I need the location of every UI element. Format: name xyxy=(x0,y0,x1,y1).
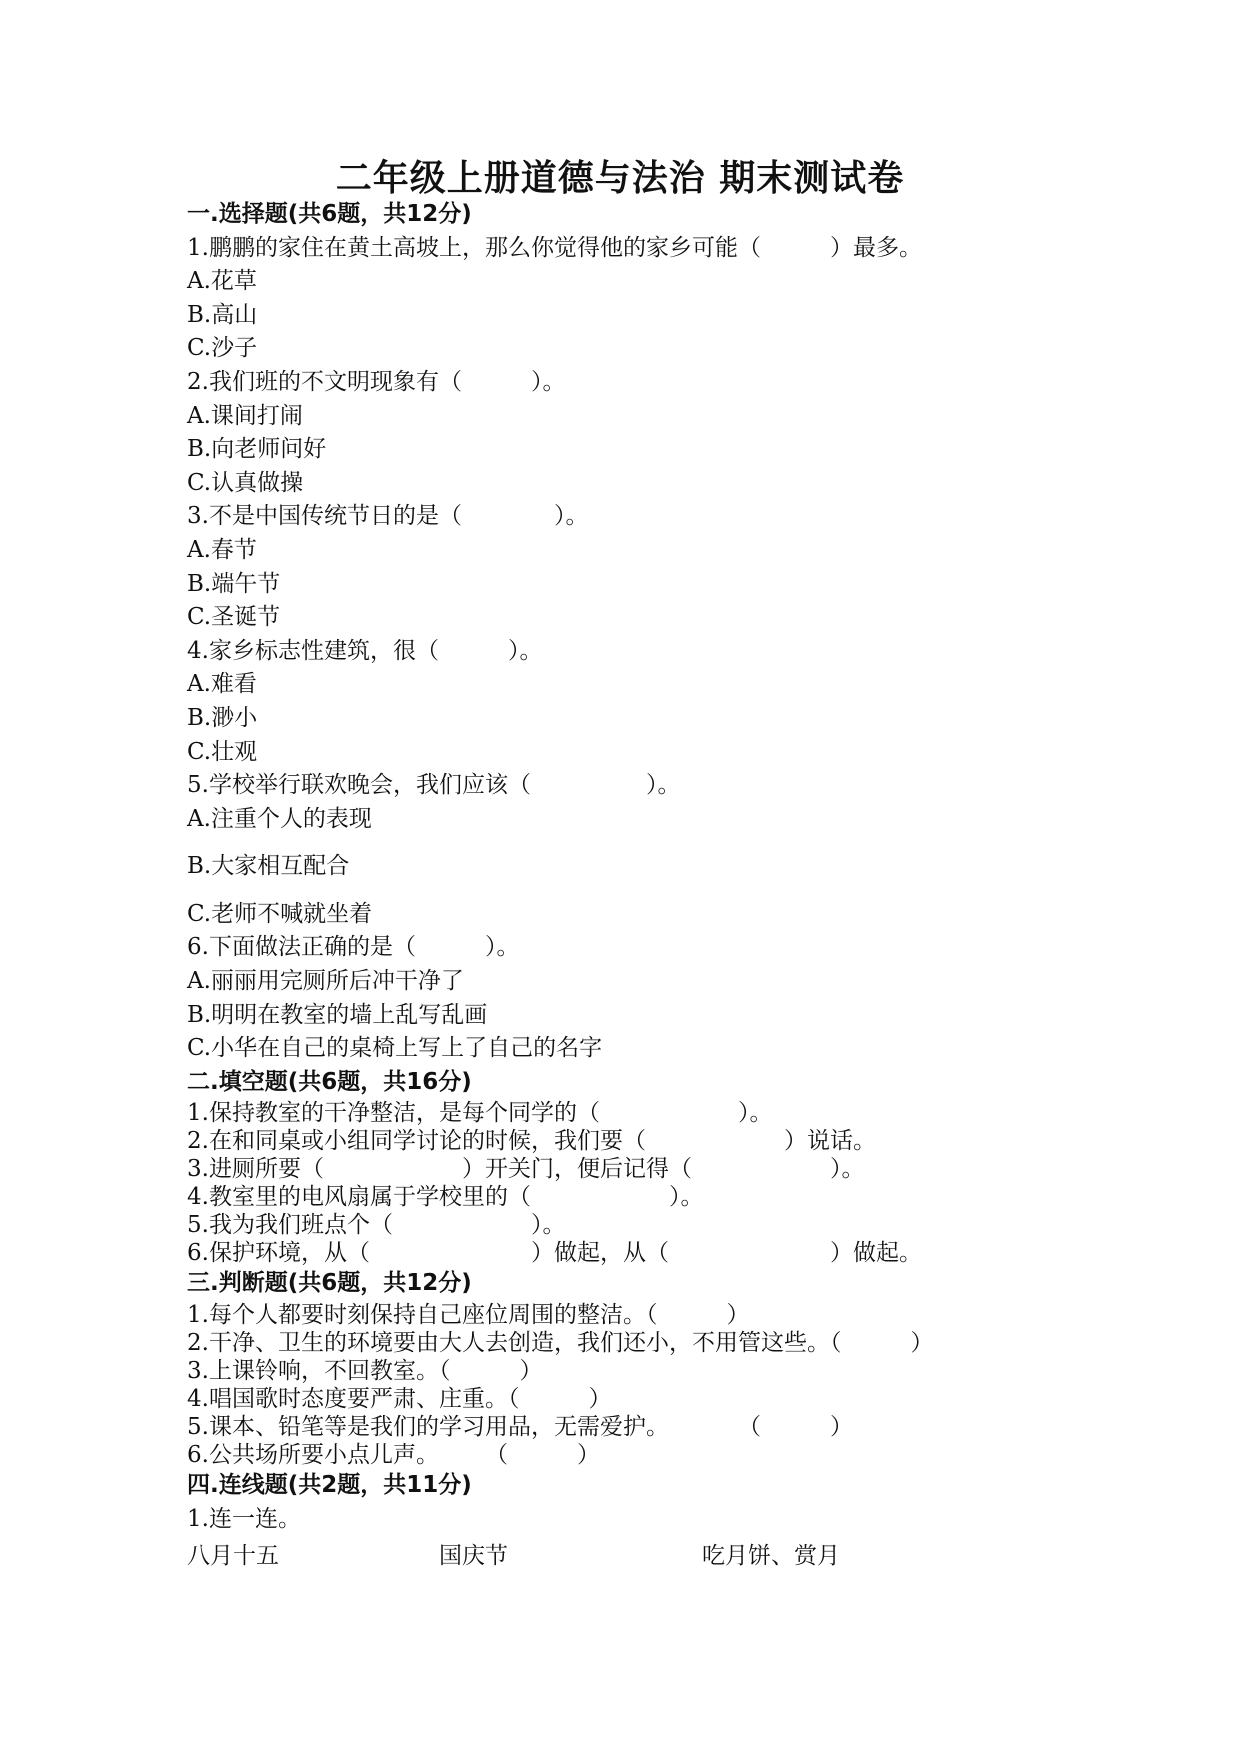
option-c: C.沙子 xyxy=(187,335,258,362)
match-left-item: 八月十五 xyxy=(187,1543,279,1570)
section-heading-judge: 三.判断题(共6题，共12分) xyxy=(187,1270,472,1297)
fill-item: 4.教室里的电风扇属于学校里的（ ）。 xyxy=(187,1184,704,1211)
judge-item: 5.课本、铅笔等是我们的学习用品，无需爱护。 （ ） xyxy=(187,1414,853,1441)
option-c: C.小华在自己的桌椅上写上了自己的名字 xyxy=(187,1035,603,1062)
option-a: A.难看 xyxy=(187,671,257,698)
option-a: A.花草 xyxy=(187,268,257,295)
question-stem: 5.学校举行联欢晚会，我们应该（ ）。 xyxy=(187,772,681,799)
option-c: C.老师不喊就坐着 xyxy=(187,900,373,927)
option-b: B.高山 xyxy=(187,301,258,328)
judge-item: 6.公共场所要小点儿声。 （ ） xyxy=(187,1442,600,1469)
question-stem: 6.下面做法正确的是（ ）。 xyxy=(187,934,520,961)
option-a: A.课间打闹 xyxy=(187,402,303,429)
match-stem: 1.连一连。 xyxy=(187,1505,301,1532)
option-c: C.认真做操 xyxy=(187,469,304,496)
question-stem: 2.我们班的不文明现象有（ ）。 xyxy=(187,368,566,395)
question-stem: 3.不是中国传统节日的是（ ）。 xyxy=(187,503,589,530)
option-b: B.大家相互配合 xyxy=(187,853,350,880)
judge-item: 1.每个人都要时刻保持自己座位周围的整洁。（ ） xyxy=(187,1302,750,1329)
fill-item: 1.保持教室的干净整洁，是每个同学的（ ）。 xyxy=(187,1100,773,1127)
fill-item: 2.在和同桌或小组同学讨论的时候，我们要（ ）说话。 xyxy=(187,1128,876,1155)
question-stem: 4.家乡标志性建筑，很（ ）。 xyxy=(187,637,543,664)
option-c: C.壮观 xyxy=(187,738,258,765)
fill-item: 6.保护环境，从（ ）做起，从（ ）做起。 xyxy=(187,1240,922,1267)
match-right-item: 吃月饼、赏月 xyxy=(702,1543,840,1570)
judge-item: 3.上课铃响，不回教室。（ ） xyxy=(187,1358,543,1385)
question-stem: 1.鹏鹏的家住在黄土高坡上，那么你觉得他的家乡可能（ ）最多。 xyxy=(187,234,922,261)
fill-item: 5.我为我们班点个（ ）。 xyxy=(187,1212,566,1239)
option-b: B.端午节 xyxy=(187,570,281,597)
option-b: B.明明在教室的墙上乱写乱画 xyxy=(187,1001,488,1028)
judge-item: 2.干净、卫生的环境要由大人去创造，我们还小，不用管这些。（ ） xyxy=(187,1330,934,1357)
page-title: 二年级上册道德与法治 期末测试卷 xyxy=(335,158,905,199)
section-heading-match: 四.连线题(共2题，共11分) xyxy=(187,1472,472,1499)
fill-item: 3.进厕所要（ ）开关门，便后记得（ ）。 xyxy=(187,1156,865,1183)
match-row xyxy=(187,1536,1177,1576)
option-a: A.春节 xyxy=(187,536,257,563)
exam-content xyxy=(187,198,1177,1576)
section-heading-choice: 一.选择题(共6题，共12分) xyxy=(187,201,472,227)
option-b: B.渺小 xyxy=(187,704,258,731)
option-a: A.丽丽用完厕所后冲干净了 xyxy=(187,968,464,995)
option-b: B.向老师问好 xyxy=(187,436,327,463)
judge-item: 4.唱国歌时态度要严肃、庄重。（ ） xyxy=(187,1386,612,1413)
section-heading-fill: 二.填空题(共6题，共16分) xyxy=(187,1068,472,1095)
option-a: A.注重个人的表现 xyxy=(187,805,372,832)
match-middle-item: 国庆节 xyxy=(439,1543,508,1570)
option-c: C.圣诞节 xyxy=(187,604,281,631)
